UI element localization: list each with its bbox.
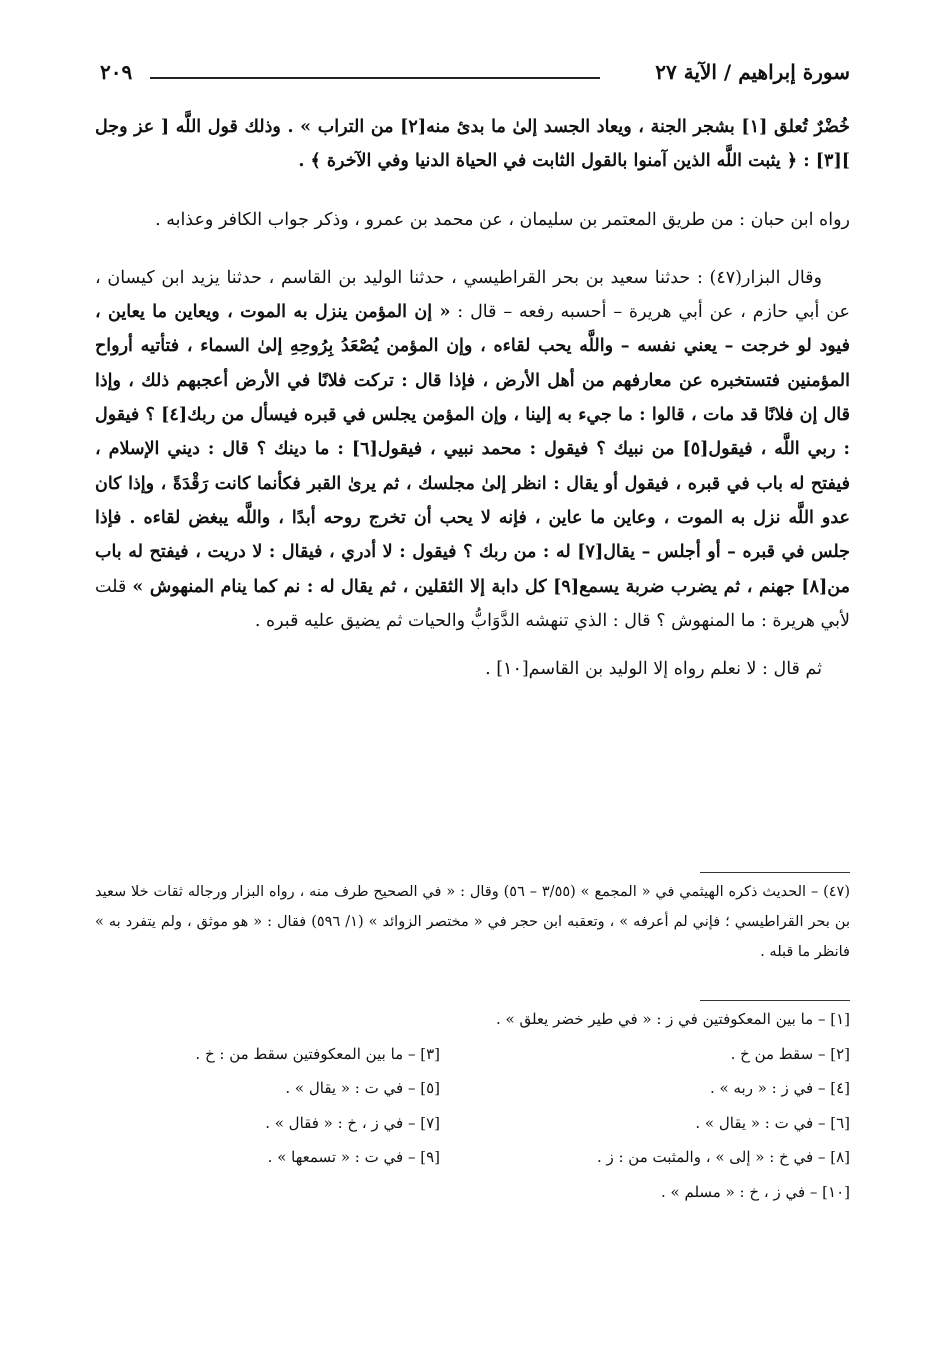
paragraph-3-tail: قلت لأبي هريرة : ما المنهوش ؟ قال : الذي تنهشه الدَّوَابُّ والحيات ثم يضيق عليه قبره .: [95, 576, 850, 631]
variant-note-2: [٢] – سقط من خ .: [730, 1044, 850, 1063]
variant-note-5: [٥] – في ت : « يقال » .: [285, 1079, 440, 1097]
variant-note-8: [٨] – في خ : « إلى » ، والمثبت من : ز .: [596, 1148, 850, 1166]
variant-note-10: [١٠] – في ز ، خ : « مسلم » .: [661, 1182, 850, 1201]
book-page: [95, 0, 850, 1353]
variant-note-9: [٩] – في ت : « تسمعها » .: [267, 1148, 440, 1166]
paragraph-1: خُضْرٌ تُعلق [١] بشجر الجنة ، ويعاد الجسد إلىٰ ما بدئ منه[٢] من التراب » . وذلك قول اللَّه [ عز وجل ][٣] : ﴿ يثبت اللَّه الذين آمنوا بالقول الثابت في الحياة الدنيا وفي الآخرة ﴾ .: [95, 117, 850, 172]
variant-note-7: [٧] – في ز ، خ : « فقال » .: [265, 1113, 440, 1132]
running-header: [95, 60, 850, 90]
variant-row: [95, 1114, 850, 1149]
variant-row: [95, 1183, 850, 1218]
paragraph-2: رواه ابن حبان : من طريق المعتمر بن سليمان ، عن محمد بن عمرو ، وذكر جواب الكافر وعذابه .: [155, 209, 850, 230]
header-rule: [150, 77, 600, 79]
variant-note-4: [٤] – في ز : « ربه » .: [710, 1079, 850, 1097]
variant-note-1: [١] – ما بين المعكوفتين في ز : « في طير خضر يعلق » .: [495, 1010, 850, 1028]
page-number: ٢٠٩: [100, 60, 133, 84]
footnote-rule: [700, 872, 850, 873]
variant-row: [95, 1079, 850, 1114]
variants-rule: [700, 1000, 850, 1001]
variant-row: [95, 1148, 850, 1183]
variant-row: [95, 1045, 850, 1080]
isnad-text: وقال البزار(٤٧) : حدثنا سعيد بن بحر القراطيسي ، حدثنا الوليد بن القاسم ، حدثنا يزيد ابن كيسان ، عن أبي حازم ، عن أبي هريرة – أحسبه رفعه – قال :: [95, 267, 850, 323]
variant-row: [95, 1010, 850, 1045]
surah-title: سورة إبراهيم / الآية ٢٧: [655, 60, 850, 84]
main-text: [95, 110, 850, 686]
paragraph-3: [95, 261, 850, 638]
footnote-47: (٤٧) – الحديث ذكره الهيثمي في « المجمع » (٣/٥٥ – ٥٦) وقال : « في الصحيح طرف منه ، رواه البزار ورجاله ثقات خلا سعيد بن بحر القراطيسي ؛ فإني لم أعرفه » ، وتعقبه ابن حجر في « مختصر الزوائد » (١/ ٥٩٦) فقال : « هو موثق ، ولم يتفرد به » فانظر ما قبله .: [95, 884, 850, 960]
variant-notes: [95, 1010, 850, 1217]
variant-note-6: [٦] – في ت : « يقال » .: [695, 1113, 850, 1132]
paragraph-4: ثم قال : لا نعلم رواه إلا الوليد بن القاسم[١٠] .: [485, 659, 822, 680]
variant-note-3: [٣] – ما بين المعكوفتين سقط من : خ .: [195, 1044, 440, 1063]
hadith-text: « إن المؤمن ينزل به الموت ، ويعاين ما يعاين ، فيود لو خرجت – يعني نفسه – واللَّه يحب لقاءه ، وإن المؤمن يُصْعَدُ بِرُوحِهِ إلىٰ السماء ، فتأتيه أرواح المؤمنين فتستخبره عن معارفهم من أهل الأرض ، فإذا قال : تركت فلانًا في الأرض أعجبهم ذلك ، وإذا قال إن فلانًا قد مات ، قالوا : ما جيء به إلينا ، وإن المؤمن يجلس في قبره فيسأل من ربك[٤] ؟ فيقول : ربي اللَّه ، فيقول[٥] من نبيك ؟ فيقول : محمد نبيي ، فيقول[٦] : ما دينك ؟ قال : ديني الإسلام ، فيفتح له باب في قبره ، فيقول أو يقال : انظر إلىٰ مجلسك ، ثم يرىٰ القبر فكأنما كانت رَقْدَةً ، وإذا كان عدو اللَّه نزل به الموت ، وعاين ما عاين ، فإنه لا يحب أن تخرج روحه أبدًا ، واللَّه يبغض لقاءه . فإذا جلس في قبره – أو أجلس – يقال[٧] له : من ربك ؟ فيقول : لا أدري ، فيقال : لا دريت ، فيفتح له باب من[٨] جهنم ، ثم يضرب ضربة يسمع[٩] كل دابة إلا الثقلين ، ثم يقال له : نم كما ينام المنهوش »: [95, 302, 851, 597]
